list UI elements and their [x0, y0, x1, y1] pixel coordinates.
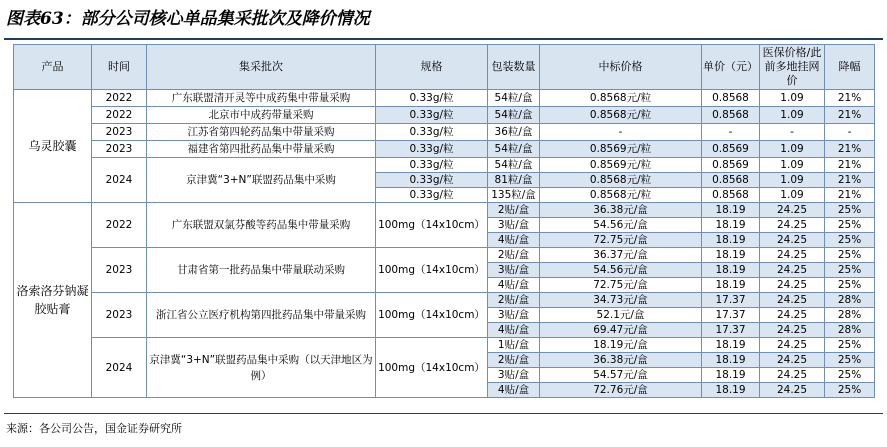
- price-cell: 0.8568元/粒: [540, 107, 702, 124]
- ref-price-cell: 24.25: [760, 368, 825, 383]
- ref-price-cell: 24.25: [760, 323, 825, 338]
- ref-price-cell: 24.25: [760, 233, 825, 248]
- price-cell: -: [540, 124, 702, 141]
- year-cell: 2024: [92, 158, 147, 203]
- drop-cell: 25%: [825, 248, 875, 263]
- pack-cell: 54粒/盒: [488, 158, 540, 173]
- ref-price-cell: 24.25: [760, 248, 825, 263]
- year-cell: 2023: [92, 141, 147, 158]
- pack-cell: 81粒/盒: [488, 173, 540, 188]
- unit-price-cell: 17.37: [702, 323, 760, 338]
- spec-cell: 0.33g/粒: [376, 90, 488, 107]
- year-cell: 2023: [92, 248, 147, 293]
- drop-cell: 25%: [825, 338, 875, 353]
- pack-cell: 3贴/盒: [488, 263, 540, 278]
- pack-cell: 4贴/盒: [488, 383, 540, 398]
- pack-cell: 3贴/盒: [488, 218, 540, 233]
- price-cell: 0.8568元/粒: [540, 173, 702, 188]
- spec-cell: 0.33g/粒: [376, 107, 488, 124]
- year-cell: 2023: [92, 293, 147, 338]
- batch-cell: 浙江省公立医疗机构第四批药品集中带量采购: [147, 293, 376, 338]
- table-row: [14, 338, 875, 353]
- spec-cell: 100mg（14x10cm）: [376, 293, 488, 338]
- drop-cell: 21%: [825, 107, 875, 124]
- price-cell: 36.37元/盒: [540, 248, 702, 263]
- table-row: [14, 141, 875, 158]
- drop-cell: 25%: [825, 278, 875, 293]
- ref-price-cell: 1.09: [760, 173, 825, 188]
- pack-cell: 4贴/盒: [488, 233, 540, 248]
- batch-cell: 京津冀“3+N”联盟药品集中采购: [147, 158, 376, 203]
- batch-cell: 京津冀“3+N”联盟药品集中采购（以天津地区为例）: [147, 338, 376, 398]
- drop-cell: 25%: [825, 233, 875, 248]
- year-cell: 2024: [92, 338, 147, 398]
- ref-price-cell: 24.25: [760, 263, 825, 278]
- unit-price-cell: 18.19: [702, 218, 760, 233]
- unit-price-cell: 18.19: [702, 383, 760, 398]
- spec-cell: 0.33g/粒: [376, 188, 488, 203]
- unit-price-cell: 0.8569: [702, 141, 760, 158]
- spec-cell: 100mg（14x10cm）: [376, 248, 488, 293]
- price-cell: 54.56元/盒: [540, 263, 702, 278]
- batch-cell: 江苏省第四轮药品集中带量采购: [147, 124, 376, 141]
- drop-cell: 25%: [825, 353, 875, 368]
- ref-price-cell: 24.25: [760, 383, 825, 398]
- pack-cell: 1贴/盒: [488, 338, 540, 353]
- price-cell: 54.57元/盒: [540, 368, 702, 383]
- spec-cell: 0.33g/粒: [376, 141, 488, 158]
- unit-price-cell: 18.19: [702, 263, 760, 278]
- ref-price-cell: 24.25: [760, 278, 825, 293]
- batch-cell: 甘肃省第一批药品集中带量联动采购: [147, 248, 376, 293]
- drop-cell: 21%: [825, 141, 875, 158]
- header-unit-price: 单价（元）: [702, 45, 760, 90]
- price-cell: 69.47元/盒: [540, 323, 702, 338]
- drop-cell: 28%: [825, 308, 875, 323]
- batch-cell: 广东联盟双氯芬酸等药品集中带量采购: [147, 203, 376, 248]
- year-cell: 2022: [92, 90, 147, 107]
- price-cell: 36.38元/盒: [540, 203, 702, 218]
- unit-price-cell: 0.8568: [702, 188, 760, 203]
- drop-cell: 25%: [825, 218, 875, 233]
- header-batch: 集采批次: [147, 45, 376, 90]
- table-row: [14, 107, 875, 124]
- unit-price-cell: 0.8568: [702, 90, 760, 107]
- price-cell: 0.8569元/粒: [540, 141, 702, 158]
- spec-cell: 0.33g/粒: [376, 124, 488, 141]
- pack-cell: 2贴/盒: [488, 293, 540, 308]
- unit-price-cell: 0.8568: [702, 107, 760, 124]
- price-cell: 36.38元/盒: [540, 353, 702, 368]
- page-title: 图表63：部分公司核心单品集采批次及降价情况: [6, 9, 370, 29]
- batch-cell: 福建省第四批药品集中带量采购: [147, 141, 376, 158]
- drop-cell: 28%: [825, 323, 875, 338]
- header-pack: 包装数量: [488, 45, 540, 90]
- ref-price-cell: 1.09: [760, 158, 825, 173]
- unit-price-cell: 18.19: [702, 368, 760, 383]
- unit-price-cell: 18.19: [702, 278, 760, 293]
- header-ref-price: 医保价格/此前多地挂网价: [760, 45, 825, 90]
- unit-price-cell: 18.19: [702, 233, 760, 248]
- unit-price-cell: 17.37: [702, 293, 760, 308]
- table-row: [14, 203, 875, 218]
- price-cell: 18.19元/盒: [540, 338, 702, 353]
- product-name: 乌灵胶囊: [14, 90, 92, 203]
- ref-price-cell: -: [760, 124, 825, 141]
- drop-cell: 25%: [825, 203, 875, 218]
- unit-price-cell: 18.19: [702, 248, 760, 263]
- unit-price-cell: 0.8569: [702, 158, 760, 173]
- pack-cell: 3贴/盒: [488, 308, 540, 323]
- year-cell: 2023: [92, 124, 147, 141]
- price-cell: 0.8568元/粒: [540, 188, 702, 203]
- pack-cell: 135粒/盒: [488, 188, 540, 203]
- title-divider: [4, 38, 883, 40]
- spec-cell: 0.33g/粒: [376, 173, 488, 188]
- price-cell: 0.8568元/粒: [540, 90, 702, 107]
- product-name: 洛索洛芬钠凝胶贴膏: [14, 203, 92, 398]
- table-container: [13, 44, 874, 398]
- pack-cell: 2贴/盒: [488, 203, 540, 218]
- pack-cell: 4贴/盒: [488, 323, 540, 338]
- pack-cell: 36粒/盒: [488, 124, 540, 141]
- table-row: [14, 90, 875, 107]
- drop-cell: 25%: [825, 263, 875, 278]
- unit-price-cell: 18.19: [702, 353, 760, 368]
- unit-price-cell: -: [702, 124, 760, 141]
- price-cell: 54.56元/盒: [540, 218, 702, 233]
- pack-cell: 54粒/盒: [488, 107, 540, 124]
- header-drop: 降幅: [825, 45, 875, 90]
- year-cell: 2022: [92, 107, 147, 124]
- table-row: [14, 158, 875, 173]
- ref-price-cell: 1.09: [760, 107, 825, 124]
- table-row: [14, 293, 875, 308]
- price-cell: 72.75元/盒: [540, 278, 702, 293]
- header-price: 中标价格: [540, 45, 702, 90]
- ref-price-cell: 1.09: [760, 90, 825, 107]
- pack-cell: 2贴/盒: [488, 248, 540, 263]
- header-row: [14, 45, 875, 90]
- unit-price-cell: 0.8568: [702, 173, 760, 188]
- pack-cell: 2贴/盒: [488, 353, 540, 368]
- ref-price-cell: 24.25: [760, 353, 825, 368]
- ref-price-cell: 24.25: [760, 338, 825, 353]
- price-cell: 34.73元/盒: [540, 293, 702, 308]
- price-cell: 52.1元/盒: [540, 308, 702, 323]
- spec-cell: 0.33g/粒: [376, 158, 488, 173]
- ref-price-cell: 24.25: [760, 293, 825, 308]
- pack-cell: 54粒/盒: [488, 141, 540, 158]
- drop-cell: 25%: [825, 368, 875, 383]
- ref-price-cell: 24.25: [760, 203, 825, 218]
- header-product: 产品: [14, 45, 92, 90]
- header-year: 时间: [92, 45, 147, 90]
- drop-cell: -: [825, 124, 875, 141]
- bottom-divider: [4, 413, 883, 414]
- drop-cell: 21%: [825, 158, 875, 173]
- spec-cell: 100mg（14x10cm）: [376, 203, 488, 248]
- source-note: 来源：各公司公告，国金证券研究所: [6, 422, 182, 435]
- unit-price-cell: 18.19: [702, 203, 760, 218]
- price-cell: 0.8569元/粒: [540, 158, 702, 173]
- procurement-table: [13, 44, 875, 398]
- table-row: [14, 124, 875, 141]
- pack-cell: 54粒/盒: [488, 90, 540, 107]
- pack-cell: 3贴/盒: [488, 368, 540, 383]
- ref-price-cell: 1.09: [760, 188, 825, 203]
- ref-price-cell: 1.09: [760, 141, 825, 158]
- table-row: [14, 248, 875, 263]
- spec-cell: 100mg（14x10cm）: [376, 338, 488, 398]
- batch-cell: 广东联盟清开灵等中成药集中带量采购: [147, 90, 376, 107]
- drop-cell: 28%: [825, 293, 875, 308]
- unit-price-cell: 17.37: [702, 308, 760, 323]
- ref-price-cell: 24.25: [760, 308, 825, 323]
- drop-cell: 21%: [825, 173, 875, 188]
- ref-price-cell: 24.25: [760, 218, 825, 233]
- table-body: [14, 90, 875, 398]
- drop-cell: 21%: [825, 188, 875, 203]
- price-cell: 72.76元/盒: [540, 383, 702, 398]
- drop-cell: 21%: [825, 90, 875, 107]
- batch-cell: 北京市中成药带量采购: [147, 107, 376, 124]
- price-cell: 72.75元/盒: [540, 233, 702, 248]
- year-cell: 2022: [92, 203, 147, 248]
- pack-cell: 4贴/盒: [488, 278, 540, 293]
- unit-price-cell: 18.19: [702, 338, 760, 353]
- header-spec: 规格: [376, 45, 488, 90]
- drop-cell: 25%: [825, 383, 875, 398]
